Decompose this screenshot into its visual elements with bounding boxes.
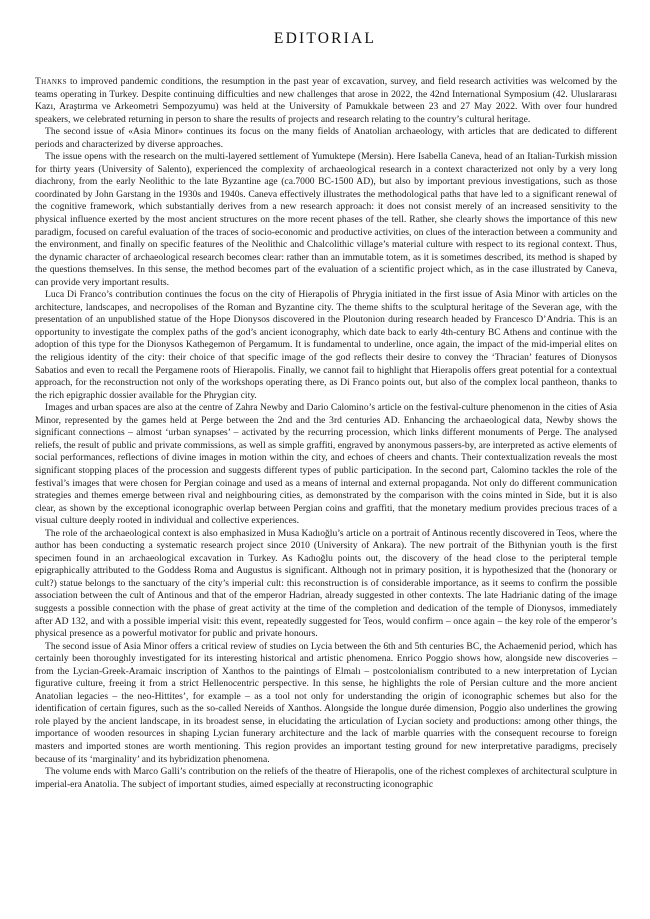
paragraph: The issue opens with the research on the multi-layered settlement of Yumuktepe (Mersin). Here Isabella Caneva, head of an Italian-Turkish mission for thirty years (University of Salento), experienced the complexity of archaeological research in a context characterized not only by a very long diachrony, from the early Neolithic to the late Byzantine age (ca.7000 BC-1500 AD), but also by important previous investigations, such as those coordinated by John Garstang in the 1930s and 1940s. Caneva effectively illustrates the methodological paths that have led to a significant renewal of the cognitive framework, which substantially derives from a new research approach: it does not consist merely of an increased sensitivity to the physical influence exerted by the most ancient structures on the more recent phases of the tell. Rather, she clearly shows the importance of this new paradigm, focused on careful evaluation of the traces of socio-economic and productive activities, on clues of the interaction between a community and the environment, and finally on specific features of the Neolithic and Chalcolithic village’s material culture with respect to its regional context. Thus, the dynamic character of archaeological research becomes clear: rather than an immutable totem, as it is sometimes described, its method is shaped by the questions themselves. In this sense, the method becomes part of the evaluation of a scientific project which, as in the case illustrated by Caneva, can provide very important results. bbox=[35, 151, 617, 288]
paragraph bbox=[35, 76, 617, 126]
paragraph: The second issue of Asia Minor offers a critical review of studies on Lycia between the 6th and 5th centuries BC, the Achaemenid period, which has certainly been thoroughly investigated for its interesting historical and artistic phenomena. Enrico Poggio shows how, alongside new discoveries – from the Lycian-Greek-Aramaic inscription of Xanthos to the paintings of Elmalı – postcolonialism contributed to a new interpretation of Lycian figurative culture, freeing it from a strict Hellenocentric perspective. In this sense, he highlights the role of Persian culture and the more ancient Anatolian legacies – the neo-Hittites’, for example – as a tool not only for understanding the origin of iconographic schemes but also for the identification of certain figures, such as the so-called Nereids of Xanthos. Alongside the longue durée dimension, Poggio also underlines the growing role played by the ancient landscape, in its broadest sense, in elucidating the articulation of Lycian society and productions: among other things, the importance of wooden resources in shaping Lycian funerary architecture and the lack of marble quarries with the consequent recourse to foreign masters and imported stones are worth mentioning. This region provides an important testing ground for new interpretative paradigms, precisely because of its ‘marginality’ and its hybridization phenomena. bbox=[35, 640, 617, 765]
paragraph: The role of the archaeological context is also emphasized in Musa Kadıoğlu’s article on a portrait of Antinous recently discovered in Teos, where the author has been conducting a systematic research project since 2010 (University of Ankara). The new portrait of the Bithynian youth is the first specimen found in an archaeological excavation in Turkey. As Kadıoğlu points out, the discovery of the head close to the peripteral temple epigraphically attributed to the Goddess Roma and Augustus is significant. Although not in primary position, it is hypothesized that the (honorary or cult?) statue belongs to the sanctuary of the city’s imperial cult: this reconstruction is of considerable importance, as it seems to confirm the possible association between the cult of Antinous and that of the emperor Hadrian, already suggested in other contexts. The late Hadrianic dating of the image suggests a possible connection with the phase of great activity at the time of the completion and dedication of the temple of Dionysos, immediately after AD 132, and with a possible imperial visit: this event, repeatedly suggested for Teos, would confirm – once again – the key role of the emperor’s physical presence as a powerful motivator for public and private honours. bbox=[35, 527, 617, 640]
page-title: EDITORIAL bbox=[273, 30, 377, 47]
paragraph-text: to improved pandemic conditions, the resumption in the past year of excavation, survey, and field research activities was welcomed by the teams operating in Turkey. Despite continuing difficulties and new challenges that arose in 2022, the 42nd International Symposium (42. Uluslararası Kazı, Araştırma ve Arkeometri Sempozyumu) was held at the University of Pamukkale between 23 and 27 May 2022. With over four hundred speakers, we celebrated returning in person to share the results of projects and research relating to the country’s cultural heritage. bbox=[35, 76, 617, 125]
paragraph: Luca Di Franco’s contribution continues the focus on the city of Hierapolis of Phrygia initiated in the first issue of Asia Minor with articles on the architecture, landscapes, and necropolises of the Roman and Byzantine city. The theme shifts to the sculptural heritage of the Severan age, with the presentation of an unpublished statue of the Hope Dionysos discovered in the Ploutonion during research headed by Francesco D’Andria. This is an opportunity to investigate the complex paths of the god’s ancient iconography, which date back to early 4th-century BC Athens and continue with the adoption of this type for the Dionysos Kathegemon of Pergamum. It is fundamental to underline, once again, the impact of the mid-imperial elites on the religious identity of the city: their choice of that specific image of the god reflects their desire to convey the ‘Thracian’ features of Dionysos Sabatios and even to recall the Pergamene roots of Hierapolis. Finally, we cannot fail to highlight that Hierapolis offers great potential for a contextual approach, for the reconstruction not only of the workshops operating there, as Di Franco points out, but also of the complex local pantheon, thanks to the rich epigraphic dossier available for the Phrygian city. bbox=[35, 289, 617, 401]
editorial-body bbox=[35, 76, 617, 791]
paragraph: The second issue of «Asia Minor» continues its focus on the many fields of Anatolian archaeology, with articles that are dedicated to different periods and characterized by diverse approaches. bbox=[35, 126, 617, 150]
paragraph: The volume ends with Marco Galli’s contribution on the reliefs of the theatre of Hierapolis, one of the richest complexes of architectural sculpture in imperial-era Anatolia. The subject of important studies, aimed especially at reconstructing iconographic bbox=[35, 766, 617, 790]
paragraph: Images and urban spaces are also at the centre of Zahra Newby and Dario Calomino’s article on the festival-culture phenomenon in the cities of Asia Minor, represented by the games held at Perge between the 2nd and the 3rd centuries AD. Enhancing the archaeological data, Newby shows the significant connections – almost ‘urban synapses’ – activated by the recurring procession, which links different monuments of Perge. The analysed reliefs, the result of public and private commissions, as well as simple graffiti, engraved by anonymous passers-by, are interpreted as active elements of social performances, reflections of divine images in motion within the city, and echoes of cheers and chants. Their contextualization reveals the most significant stopping places of the procession and suggests different types of public participation. In the second part, Calomino tackles the role of the festival’s images that were chosen for Pergian coinage and used as a means of internal and external propaganda. Not only do different communication strategies and themes emerge between rival and neighbouring cities, as demonstrated by the comparison with the coins minted in Side, but it is also clear, as shown by the exceptional iconographic overlap between Pergian coins and graffiti, that the monetary medium provides precious traces of a visual culture deeply rooted in individual and collective experiences. bbox=[35, 402, 617, 527]
paragraph-lead: Thanks bbox=[35, 76, 67, 87]
